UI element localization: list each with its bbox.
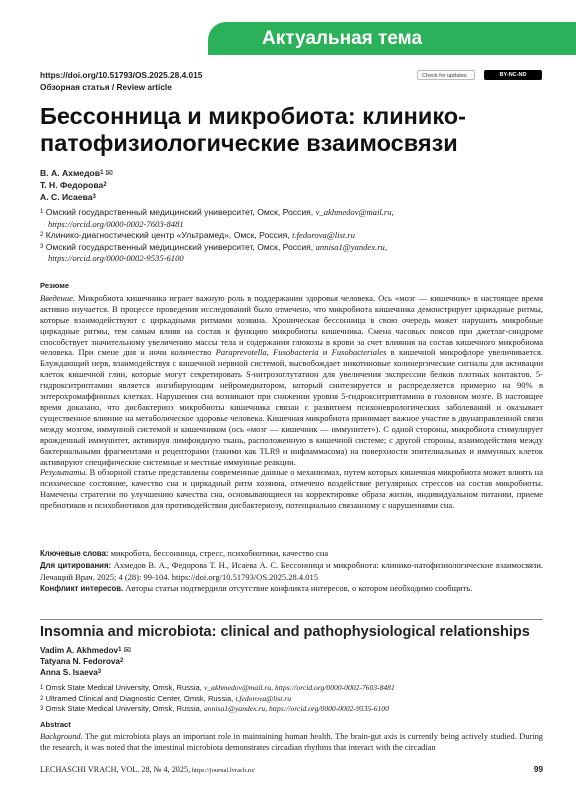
affiliation-2: $^2$ Клинико-диагностический центр «Ультрамед», Омск, Россия, t.fedorova@list.ru	[40, 230, 356, 241]
abstract-en-background: Background. The gut microbiota plays an important role in maintaining human health. The brain-gut axis is currently being actively studied. During the research, it was noted that the intestinal microbiota demonstrates circadian rhythms that interact with the circadian	[40, 731, 543, 752]
keywords: Ключевые слова: микробота, бессонница, стресс, психобиотики, качество сна	[40, 548, 329, 558]
abstract-en	[40, 720, 543, 753]
en-affiliation-1: $^1$ Omsk State Medical University, Omsk, Russia, v_akhmedov@mail.ru, https://orcid.org/0000-0002-7603-8481	[40, 683, 395, 692]
journal-name: LECHASCHI VRACH, VOL. 28, № 4, 2025,	[40, 765, 191, 774]
author-1: В. А. Ахмедов$^1$ ✉	[40, 168, 113, 178]
en-author-1: Vadim A. Akhmedov$^1$ ✉	[40, 645, 131, 655]
journal-url[interactable]: https://journal.lvrach.ru/	[190, 767, 255, 774]
en-affiliation-2: $^2$ Ultramed Clinical and Diagnostic Center, Omsk, Russia, t.fedorova@list.ru	[40, 693, 292, 703]
abstract-ru	[40, 281, 543, 511]
author-3: А. С. Исаева$^3$	[40, 192, 96, 203]
check-updates-badge[interactable]: Check for updates	[417, 70, 475, 80]
mail-icon[interactable]: ✉	[123, 645, 131, 655]
en-author-3: Anna S. Isaeva$^3$	[40, 668, 102, 677]
page-number: 99	[533, 765, 543, 774]
license-badge[interactable]: BY-NC-ND	[484, 70, 542, 80]
abstract-results: Результаты. В обзорной статье представлены современные данные о механизмах, путем которых кишечная микробиота может влиять на психическое состояние, качество сна и циркадный ритм хозяина, отмечено воздействие регулярных стрессов на состав микробиоты. Намечены стратегии по улучшению качества сна, основывающиеся на корректировке образа жизни, индивидуальном питании, приеме пребиотиков и психобиотиков для противодействия дисбактериозу, потенциально связанному с нарушениями сна.	[40, 467, 543, 511]
citation: Для цитирования: Ахмедов В. А., Федорова Т. Н., Исаева А. С. Бессонница и микробиота: клинико-патофизиологические взаимосвязи. Лечащий Врач. 2025; 4 (28): 99-104. https://doi.org/10.51793/OS.2025.28.4.015	[40, 559, 543, 582]
mail-icon[interactable]: ✉	[105, 168, 113, 178]
en-author-2: Tatyana N. Fedorova$^2$	[40, 657, 124, 666]
keywords-block	[40, 548, 543, 595]
abstract-en-heading: Abstract	[40, 720, 71, 729]
affiliation-1: $^1$ Омский государственный медицинский университет, Омск, Россия, v_akhmedov@mail.ru, https://orcid.org/0000-0002-7603-8481	[40, 207, 394, 229]
affiliations	[40, 207, 550, 265]
english-title: Insomnia and microbiota: clinical and pathophysiological relationships	[40, 624, 530, 640]
abstract-intro: Введение. Микробиота кишечника играет важную роль в поддержании здоровья человека. Ось «мозг — кишечник» в настоящее время активно изучается. В процессе проведения исследований было отмечено, что микробиота кишечника демонстрирует циркадные ритмы, которые взаимодействуют с циркадными ритмами хозяина. Хроническая бессонница в свою очередь может нарушить микробные циркадные ритмы, тем самым влияя на состав и функцию микробиоты кишечника. Смена часовых поясов при джетлаг-синдроме способствует значительному увеличению массы тела и содержания глюкозы в крови за счет влияния на состав кишечного микробиома человека. При смене дня и ночи количество Paraprevotella, Fusobacteria и Fusobacteriales в кишечной микрофлоре увеличивается. Блуждающий нерв, взаимодействуя с кишечной нервной системой, высвобождает никотиновые холинергические сигналы для активации клеток кишечной глии, которые могут секретировать S-нитрозоглутатион для увеличения экспрессии белков плотных контактов. 5-гидрокситриптамин является ингибирующим нейромедиатором, который синтезируется и распределяется примерно на 90% в энтерохромаффинных клетках. Нарушения сна возникают при снижении уровня 5-гидрокситриптамина в головном мозге. В настоящее время доказано, что дисбактериоз микробиоты кишечника связан с развитием психоневрологических заболеваний и оказывает существенное влияние на метаболическое здоровье человека. Кишечная микробиота принимает важное участие в двунаправленной связи между мозгом, иммунной системой и кишечником (ось «мозг — кишечник — иммунитет»). С одной стороны, микробиота стимулирует врожденный иммунитет, активируя лимфоидную ткань, расположенную в кишечной системе; с другой стороны, взаимодействия между бактериальными фрагментами и рецепторами (такими как TLR9 и инфламмасома) на поверхности эпителиальных и иммунных клеток активируют специфические системные и местные иммунные реакции.	[40, 292, 543, 467]
english-affiliations	[40, 683, 550, 715]
author-2: Т. Н. Федорова$^2$	[40, 180, 107, 191]
section-banner: Актуальная тема	[208, 22, 576, 55]
article-title: Бессонница и микробиота: клинико-патофизиологические взаимосвязи	[40, 103, 466, 156]
author-list	[40, 167, 113, 204]
divider	[40, 619, 543, 620]
affiliation-3: $^3$ Омский государственный медицинский университет, Омск, Россия, annisa1@yandex.ru, https://orcid.org/0000-0002-9535-6100	[40, 241, 387, 264]
badges	[417, 70, 542, 80]
conflict: Конфликт интересов. Авторы статьи подтвердили отсутствие конфликта интересов, о котором необходимо сообщить.	[40, 582, 473, 593]
english-author-list	[40, 645, 131, 678]
en-affiliation-3: $^3$ Omsk State Medical University, Omsk, Russia, annisa1@yandex.ru, https://orcid.org/0000-0002-9535-6100	[40, 704, 389, 714]
abstract-heading: Резюме	[40, 281, 70, 290]
article-meta	[40, 69, 202, 93]
page-footer	[40, 765, 543, 774]
doi-link[interactable]: https://doi.org/10.51793/OS.2025.28.4.015	[40, 70, 203, 80]
article-type: Обзорная статья / Review article	[40, 82, 172, 92]
